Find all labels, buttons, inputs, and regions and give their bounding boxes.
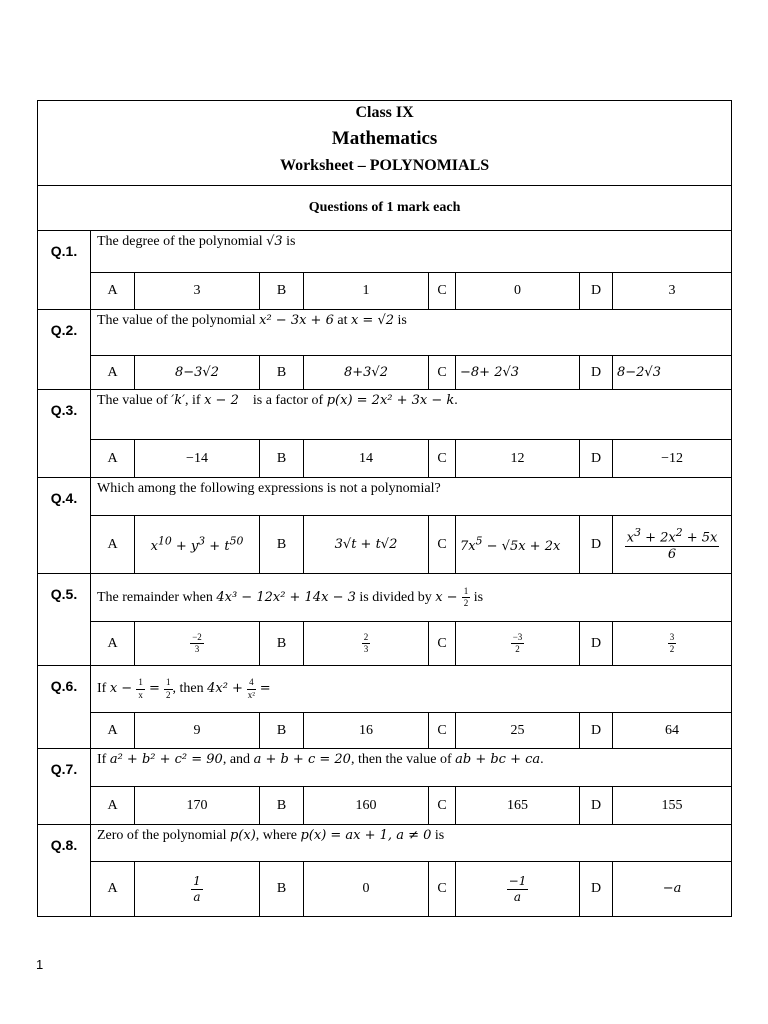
option-label-a: A	[91, 516, 135, 574]
option-label-c: C	[429, 516, 456, 574]
worksheet-table	[37, 100, 732, 917]
option-label-a: A	[91, 273, 135, 310]
option-label-c: C	[429, 440, 456, 478]
option-label-b: B	[260, 516, 304, 574]
option-label-a: A	[91, 622, 135, 666]
option-c: 25	[456, 713, 580, 749]
question-text: Zero of the polynomial p(x), where p(x) = ax + 1, a ≠ 0 is	[91, 825, 732, 862]
option-a: 8−3√2	[135, 356, 260, 390]
question-number: Q.8.	[38, 825, 91, 917]
question-text: If x − $\frac{1}{x}$ = $\frac{1}{2}$ , then 4x² + $\frac{4}{\text{x²}}$ =	[91, 666, 732, 713]
option-label-b: B	[260, 273, 304, 310]
option-label-d: D	[580, 713, 613, 749]
option-label-c: C	[429, 862, 456, 917]
class-title: Class IX	[355, 104, 414, 121]
option-b: $\frac{2}{3}$	[304, 622, 429, 666]
option-label-d: D	[580, 273, 613, 310]
option-c: $7x^5 - √5x + 2x$	[456, 516, 580, 574]
question-number: Q.1.	[38, 231, 91, 310]
option-label-d: D	[580, 440, 613, 478]
option-a: 170	[135, 787, 260, 825]
option-label-b: B	[260, 713, 304, 749]
option-b: 14	[304, 440, 429, 478]
option-c: 12	[456, 440, 580, 478]
option-label-c: C	[429, 273, 456, 310]
option-label-b: B	[260, 787, 304, 825]
option-label-c: C	[429, 787, 456, 825]
question-text: The value of ′k′, if x − 2 is a factor of p(x) = 2x² + 3x − k.	[91, 390, 732, 440]
option-label-d: D	[580, 622, 613, 666]
option-label-a: A	[91, 356, 135, 390]
option-d: 64	[613, 713, 732, 749]
question-text: Which among the following expressions is not a polynomial?	[91, 478, 732, 516]
question-number: Q.3.	[38, 390, 91, 478]
subject-title: Mathematics	[331, 128, 438, 149]
option-label-d: D	[580, 862, 613, 917]
question-text: If a² + b² + c² = 90, and a + b + c = 20, then the value of ab + bc + ca.	[91, 749, 732, 787]
option-label-b: B	[260, 356, 304, 390]
option-b: 1	[304, 273, 429, 310]
option-d: 155	[613, 787, 732, 825]
option-c: $\frac{-3}{2}$	[456, 622, 580, 666]
option-label-b: B	[260, 622, 304, 666]
option-a: $x^{10} + y^3 + t^{50}$	[135, 516, 260, 574]
option-b: 0	[304, 862, 429, 917]
option-b: 16	[304, 713, 429, 749]
option-d: −12	[613, 440, 732, 478]
option-label-a: A	[91, 787, 135, 825]
option-label-c: C	[429, 713, 456, 749]
option-a: $\frac{-2}{3}$	[135, 622, 260, 666]
option-label-b: B	[260, 440, 304, 478]
option-label-d: D	[580, 356, 613, 390]
option-label-d: D	[580, 787, 613, 825]
option-d: $\frac{x^3 + 2x^2 + 5x}{6}$	[613, 516, 732, 574]
question-text: The degree of the polynomial √3 is	[91, 231, 732, 273]
option-label-a: A	[91, 862, 135, 917]
option-label-a: A	[91, 713, 135, 749]
section-title: Questions of 1 mark each	[38, 186, 732, 231]
option-b: 160	[304, 787, 429, 825]
worksheet-header	[38, 101, 732, 186]
question-number: Q.7.	[38, 749, 91, 825]
question-text: The value of the polynomial x² − 3x + 6 at x = √2 is	[91, 310, 732, 356]
option-b: 3√t + t√2	[304, 516, 429, 574]
option-c: −8+ 2√3	[456, 356, 580, 390]
question-number: Q.6.	[38, 666, 91, 749]
page-number: 1	[36, 957, 44, 972]
option-d: $\frac{3}{2}$	[613, 622, 732, 666]
option-d: −a	[613, 862, 732, 917]
question-number: Q.5.	[38, 574, 91, 666]
worksheet-title: Worksheet – POLYNOMIALS	[279, 157, 490, 174]
option-a: 9	[135, 713, 260, 749]
option-a: −14	[135, 440, 260, 478]
question-text: The remainder when 4x³ − 12x² + 14x − 3 is divided by x − $\frac{1}{2}$ is	[91, 574, 732, 622]
question-number: Q.4.	[38, 478, 91, 574]
option-b: 8+3√2	[304, 356, 429, 390]
option-c: 0	[456, 273, 580, 310]
option-a: 3	[135, 273, 260, 310]
option-d: 8−2√3	[613, 356, 732, 390]
option-label-d: D	[580, 516, 613, 574]
option-label-b: B	[260, 862, 304, 917]
option-label-c: C	[429, 356, 456, 390]
option-a: $\frac{1}{a}$	[135, 862, 260, 917]
option-d: 3	[613, 273, 732, 310]
option-label-c: C	[429, 622, 456, 666]
question-number: Q.2.	[38, 310, 91, 390]
option-label-a: A	[91, 440, 135, 478]
option-c: $\frac{-1}{a}$	[456, 862, 580, 917]
option-c: 165	[456, 787, 580, 825]
